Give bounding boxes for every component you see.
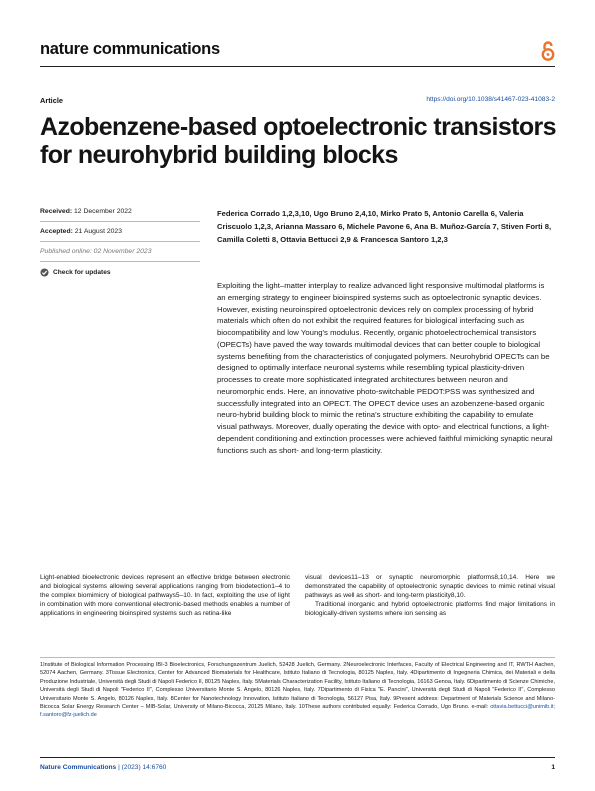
author-list: Federica Corrado 1,2,3,10, Ugo Bruno 2,4,10, Mirko Prato 5, Antonio Carella 6, Valeria Criscuolo 1,2,3, Arianna Massaro 6, Michele Pavone 6, Ana B. Muñoz-García 7, Stiven Forti 8, Camilla Coletti 8, Ottavia Bettucci 2,9 & Francesca Santoro 1,2,3	[217, 209, 552, 244]
meta-divider	[40, 221, 200, 222]
received-label: Received:	[40, 208, 73, 215]
footer-citation	[40, 764, 166, 771]
accepted-date	[40, 228, 200, 235]
check-updates-icon	[40, 268, 49, 277]
body-paragraph: Traditional inorganic and hybrid optoelectronic platforms find major limitations in biologically-driven systems where ion sensing as	[305, 601, 555, 617]
body-paragraph: visual devices11–13 or synaptic neuromorphic platforms8,10,14. Here we demonstrated the capability of optoelectronic synaptic devices to mimic retinal visual pathways as well as short- and long-term plasticity8,10.	[305, 574, 555, 599]
open-access-icon	[541, 40, 555, 62]
accepted-value: 21 August 2023	[74, 228, 122, 235]
meta-divider	[40, 241, 200, 242]
check-for-updates-button[interactable]	[40, 268, 111, 277]
journal-name: nature communications	[40, 40, 220, 58]
affiliations-divider	[40, 657, 555, 658]
accepted-label: Accepted:	[40, 228, 73, 235]
email-links[interactable]: ottavia.bettucci@unimib.it; f.santoro@fz-juelich.de	[40, 704, 556, 719]
doi-link[interactable]: https://doi.org/10.1038/s41467-023-41083-2	[426, 96, 555, 103]
page-number: 1	[551, 764, 555, 771]
received-date	[40, 208, 200, 215]
received-value: 12 December 2022	[74, 208, 132, 215]
header-rule	[40, 66, 555, 67]
footer-rule	[40, 757, 555, 758]
body-column-right	[305, 573, 555, 618]
check-updates-label: Check for updates	[53, 269, 111, 276]
affiliations-text: 1Institute of Biological Information Processing IBI-3 Bioelectronics, Forschungszentrum Juelich, 52428 Juelich, Germany. 2Neuroelectronic Interfaces, Faculty of Electrical Engineering and IT, RWTH Aachen, 52074 Aachen, Germany. 3Tissue Electronics, Center for Advanced Biomaterials for Healthcare, Istituto Italiano di Tecnologia, 80125 Naples, Italy. 4Dipartimento di Ingegneria Chimica, dei Materiali e della Produzione Industriale, Università degli Studi di Napoli Federico II, 80125 Naples, Italy. 5Materials Characterization Facility, Istituto Italiano di Tecnologia, 16163 Genoa, Italy. 6Dipartimento di Scienze Chimiche, Università degli Studi di Napoli "Federico II", Complesso Universitario Monte S. Angelo, 80126 Naples, Italy. 7Dipartimento di Fisica "E. Pancini", Università degli Studi di Napoli "Federico II", Complesso Universitario Monte S. Angelo, 80126 Naples, Italy. 8Center for Nanotechnology Innovation, Istituto Italiano di Tecnologia, 56127 Pisa, Italy. 9Present address: Department of Materials Science and Milano-Bicocca Solar Energy Research Center – MIB-Solar, University of Milano-Bicocca, 20125 Milano, Italy. 10These authors contributed equally: Federica Corrado, Ugo Bruno.	[40, 662, 555, 711]
abstract: Exploiting the light–matter interplay to realize advanced light responsive multimodal platforms is an emerging strategy to engineer bioinspired systems such as optoelectronic synaptic devices. However, existing neuroinspired optoelectronic devices rely on complex processing of hybrid materials which often do not exhibit the required features for biological interfacing such as biocompatibility and low Young's modulus. Recently, organic photoelectrochemical transistors (OPECTs) have paved the way towards multimodal devices that can better couple to biological systems benefiting from the characteristics of conjugated polymers. Neurohybrid OPECTs can be designed to optimally interface neuronal systems while resembling typical plasticity-driven processes to create more sophisticated integrated architectures between neuron and neuromorphic ends. Here, an innovative photo-switchable PEDOT:PSS was synthesized and successfully integrated into an OPECT. The OPECT device uses an azobenzene-based organic neuro-hybrid building block to mimic the retina's structure exhibiting the capability to emulate visual pathways. Moreover, dually operating the device with opto- and electrical functions, a light-dependent conditioning and extinction processes were achieved faithful mimicking synaptic neural functions such as short- and long-term plasticity.	[217, 281, 553, 455]
email-label: e-mail:	[471, 704, 489, 711]
published-date: Published online: 02 November 2023	[40, 248, 152, 255]
body-column-left	[40, 573, 290, 618]
body-paragraph: Light-enabled bioelectronic devices represent an effective bridge between electronic and biological systems allowing several applications ranging from biodetection1–4 to the complex biomimicry of biological pathways5–10. In fact, exploiting the use of light in combination with more conventional electronic-based methods enables a number of applications in engineering bioinspired systems such as retina-like	[40, 574, 290, 617]
article-title: Azobenzene-based optoelectronic transistors for neurohybrid building blocks	[40, 113, 556, 169]
meta-divider	[40, 261, 200, 262]
footer-volume: | (2023) 14:6760	[118, 764, 167, 771]
article-type: Article	[40, 96, 64, 105]
footer-journal[interactable]: Nature Communications	[40, 764, 117, 771]
affiliations	[40, 661, 555, 720]
